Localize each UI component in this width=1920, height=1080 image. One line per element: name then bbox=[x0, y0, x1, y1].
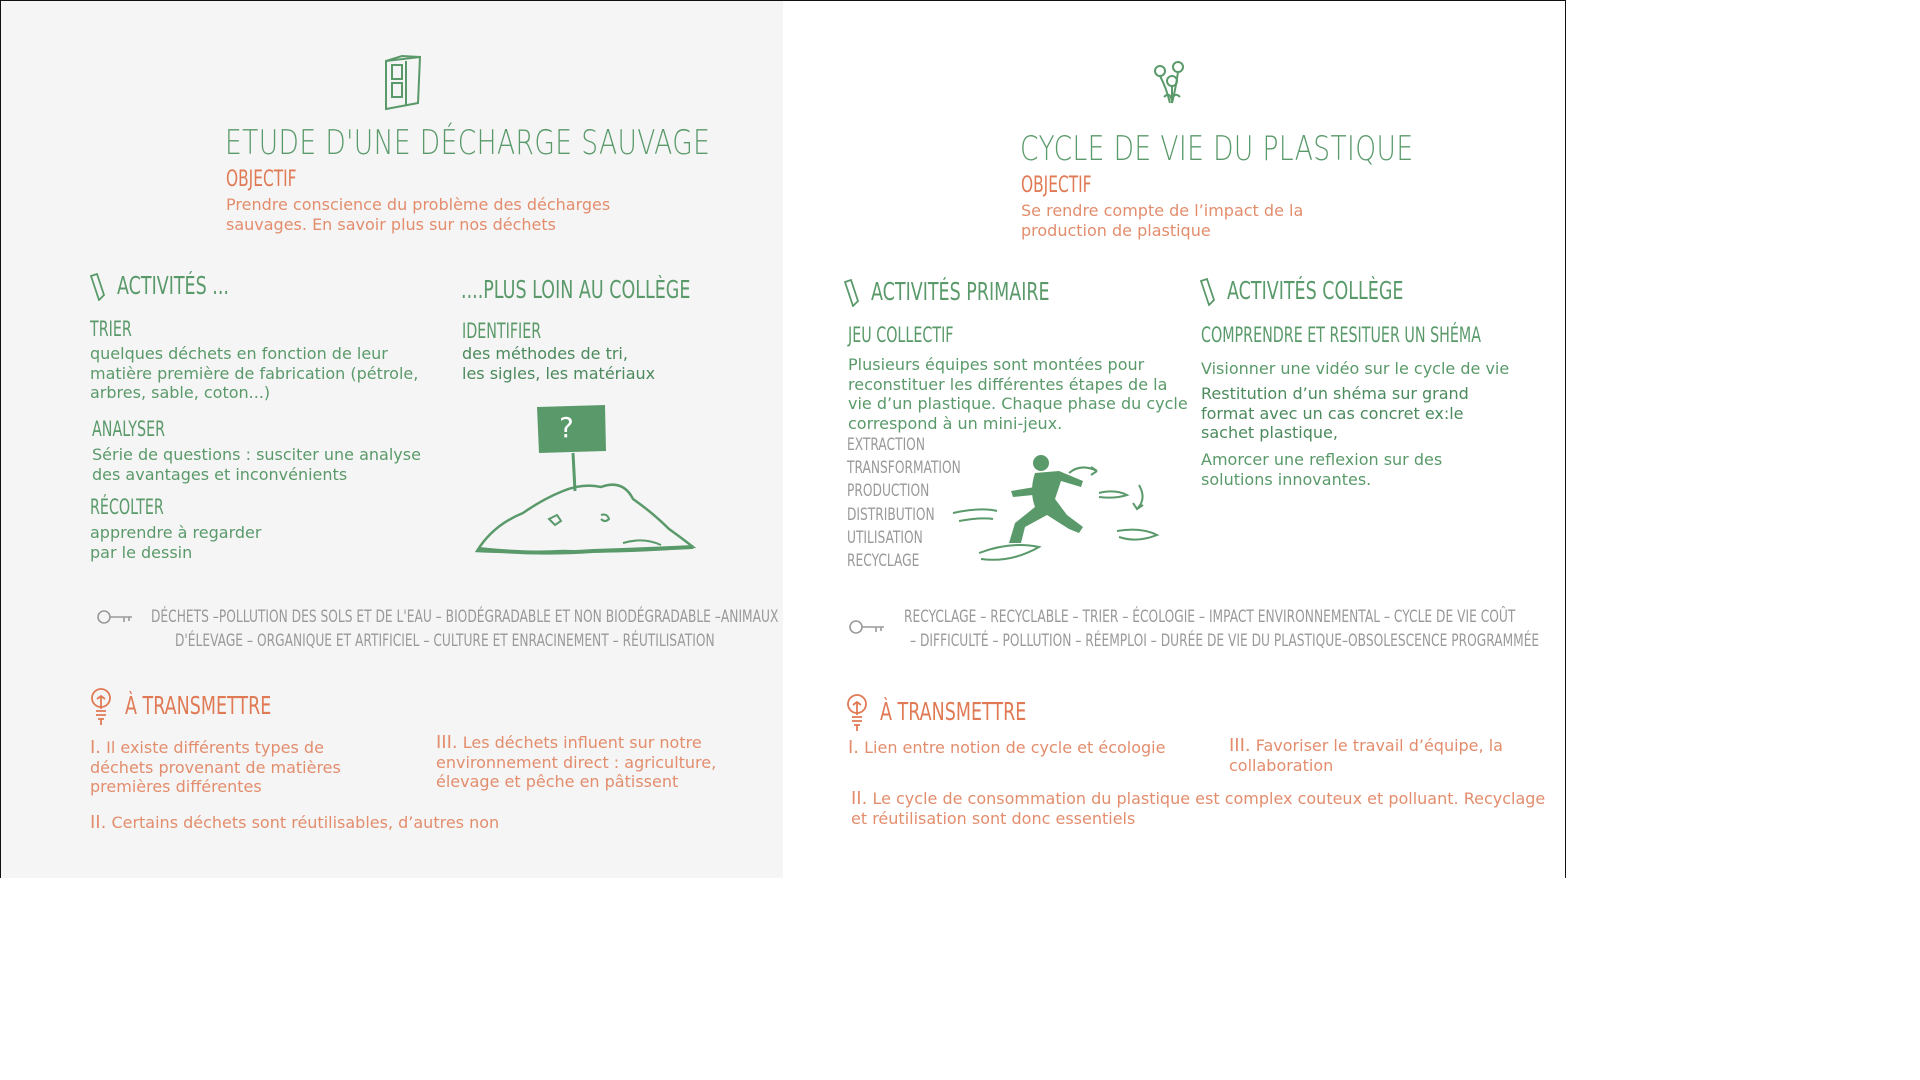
sign-question-mark: ? bbox=[559, 411, 574, 444]
cycle-step: EXTRACTION bbox=[847, 435, 925, 455]
trash-pile-illustration bbox=[473, 403, 699, 559]
transmettre-title: À TRANSMETTRE bbox=[880, 697, 1027, 726]
transmettre-title: À TRANSMETTRE bbox=[125, 691, 272, 720]
transmettre-item-2: II. Certains déchets sont réutilisables, d’autres non bbox=[90, 812, 500, 833]
recolter-label: RÉCOLTER bbox=[90, 495, 164, 519]
pencil-icon bbox=[1199, 278, 1217, 306]
transmettre-item-1: I. Il existe différents types de déchets provenant de matières premières différentes bbox=[90, 737, 341, 796]
activites-college-title: ACTIVITÉS COLLÈGE bbox=[1227, 276, 1404, 305]
trier-label: TRIER bbox=[90, 317, 132, 341]
activites-primaire-title: ACTIVITÉS PRIMAIRE bbox=[871, 277, 1050, 306]
page-title: CYCLE DE VIE DU PLASTIQUE bbox=[1020, 129, 1414, 169]
runner-illustration bbox=[951, 451, 1163, 573]
keywords-line-2: D'ÉLEVAGE – ORGANIQUE ET ARTIFICIEL – CULTURE ET ENRACINEMENT – RÉUTILISATION bbox=[175, 631, 715, 651]
cycle-step: PRODUCTION bbox=[847, 481, 930, 502]
transmettre-item-2: II. Le cycle de consommation du plastique est complex couteux et polluant. Recyclage et réutilisation sont donc essentiels bbox=[851, 788, 1546, 828]
lightbulb-icon bbox=[89, 687, 113, 727]
recolter-text: apprendre à regarder par le dessin bbox=[90, 523, 262, 562]
objectif-text: Se rendre compte de l’impact de la production de plastique bbox=[1021, 201, 1304, 240]
key-icon bbox=[96, 608, 134, 626]
pencil-icon bbox=[89, 273, 107, 301]
comprendre-text: Visionner une vidéo sur le cycle de vie bbox=[1201, 359, 1510, 378]
left-panel bbox=[1, 1, 783, 878]
plus-loin-title: ....PLUS LOIN AU COLLÈGE bbox=[461, 275, 691, 304]
objectif-text: Prendre conscience du problème des décharges sauvages. En savoir plus sur nos déchets bbox=[226, 195, 611, 234]
transmettre-item-3: III. Les déchets influent sur notre environnement direct : agriculture, élevage et pêche en pâtissent bbox=[436, 732, 717, 791]
trier-text: quelques déchets en fonction de leur matière première de fabrication (pétrole, arbres, sable, coton...) bbox=[90, 344, 419, 402]
cycle-step: DISTRIBUTION bbox=[847, 504, 935, 525]
analyser-text: Série de questions : susciter une analyse des avantages et inconvénients bbox=[92, 445, 421, 484]
activites-title: ACTIVITÉS ... bbox=[117, 271, 229, 300]
cycle-step: TRANSFORMATION bbox=[847, 458, 961, 479]
keywords-line-1: DÉCHETS –POLLUTION DES SOLS ET DE L'EAU – BIODÉGRADABLE ET NON BIODÉGRADABLE –ANIMAUX bbox=[151, 607, 779, 627]
amorcer-text: Amorcer une reflexion sur des solutions innovantes. bbox=[1201, 450, 1443, 489]
flowers-icon bbox=[1148, 57, 1192, 109]
objectif-label: OBJECTIF bbox=[1021, 173, 1092, 198]
pencil-icon bbox=[843, 279, 861, 307]
cycle-step: UTILISATION bbox=[847, 527, 923, 548]
keywords-line-1: RECYCLAGE – RECYCLABLE – TRIER – ÉCOLOGIE – IMPACT ENVIRONNEMENTAL – CYCLE DE VIE COÛT bbox=[904, 607, 1516, 627]
page-title: ETUDE D'UNE DÉCHARGE SAUVAGE bbox=[225, 123, 711, 163]
lightbulb-icon bbox=[845, 693, 869, 733]
comprendre-label: COMPRENDRE ET RESITUER UN SHÉMA bbox=[1201, 323, 1482, 347]
objectif-label: OBJECTIF bbox=[226, 167, 297, 192]
cycle-step: RECYCLAGE bbox=[847, 551, 920, 572]
restitution-text: Restitution d’un shéma sur grand format avec un cas concret ex:le sachet plastique, bbox=[1201, 384, 1469, 442]
jeu-collectif-label: JEU COLLECTIF bbox=[848, 323, 954, 347]
right-panel bbox=[783, 1, 1565, 878]
analyser-label: ANALYSER bbox=[92, 417, 166, 441]
identifier-label: IDENTIFIER bbox=[462, 319, 542, 343]
transmettre-item-1: I. Lien entre notion de cycle et écologie bbox=[848, 737, 1166, 758]
keywords-line-2: – DIFFICULTÉ – POLLUTION – RÉEMPLOI – DURÉE DE VIE DU PLASTIQUE–OBSOLESCENCE PROGRAMMÉE bbox=[910, 631, 1540, 651]
transmettre-item-3: III. Favoriser le travail d’équipe, la collaboration bbox=[1229, 735, 1503, 775]
cycle-steps-list bbox=[847, 434, 961, 573]
identifier-text: des méthodes de tri, les sigles, les matériaux bbox=[462, 344, 656, 383]
door-icon bbox=[382, 53, 426, 111]
key-icon bbox=[848, 618, 886, 636]
jeu-collectif-text: Plusieurs équipes sont montées pour reconstituer les différentes étapes de la vie d’un plastique. Chaque phase du cycle correspond à un mini-jeux. bbox=[848, 355, 1188, 433]
